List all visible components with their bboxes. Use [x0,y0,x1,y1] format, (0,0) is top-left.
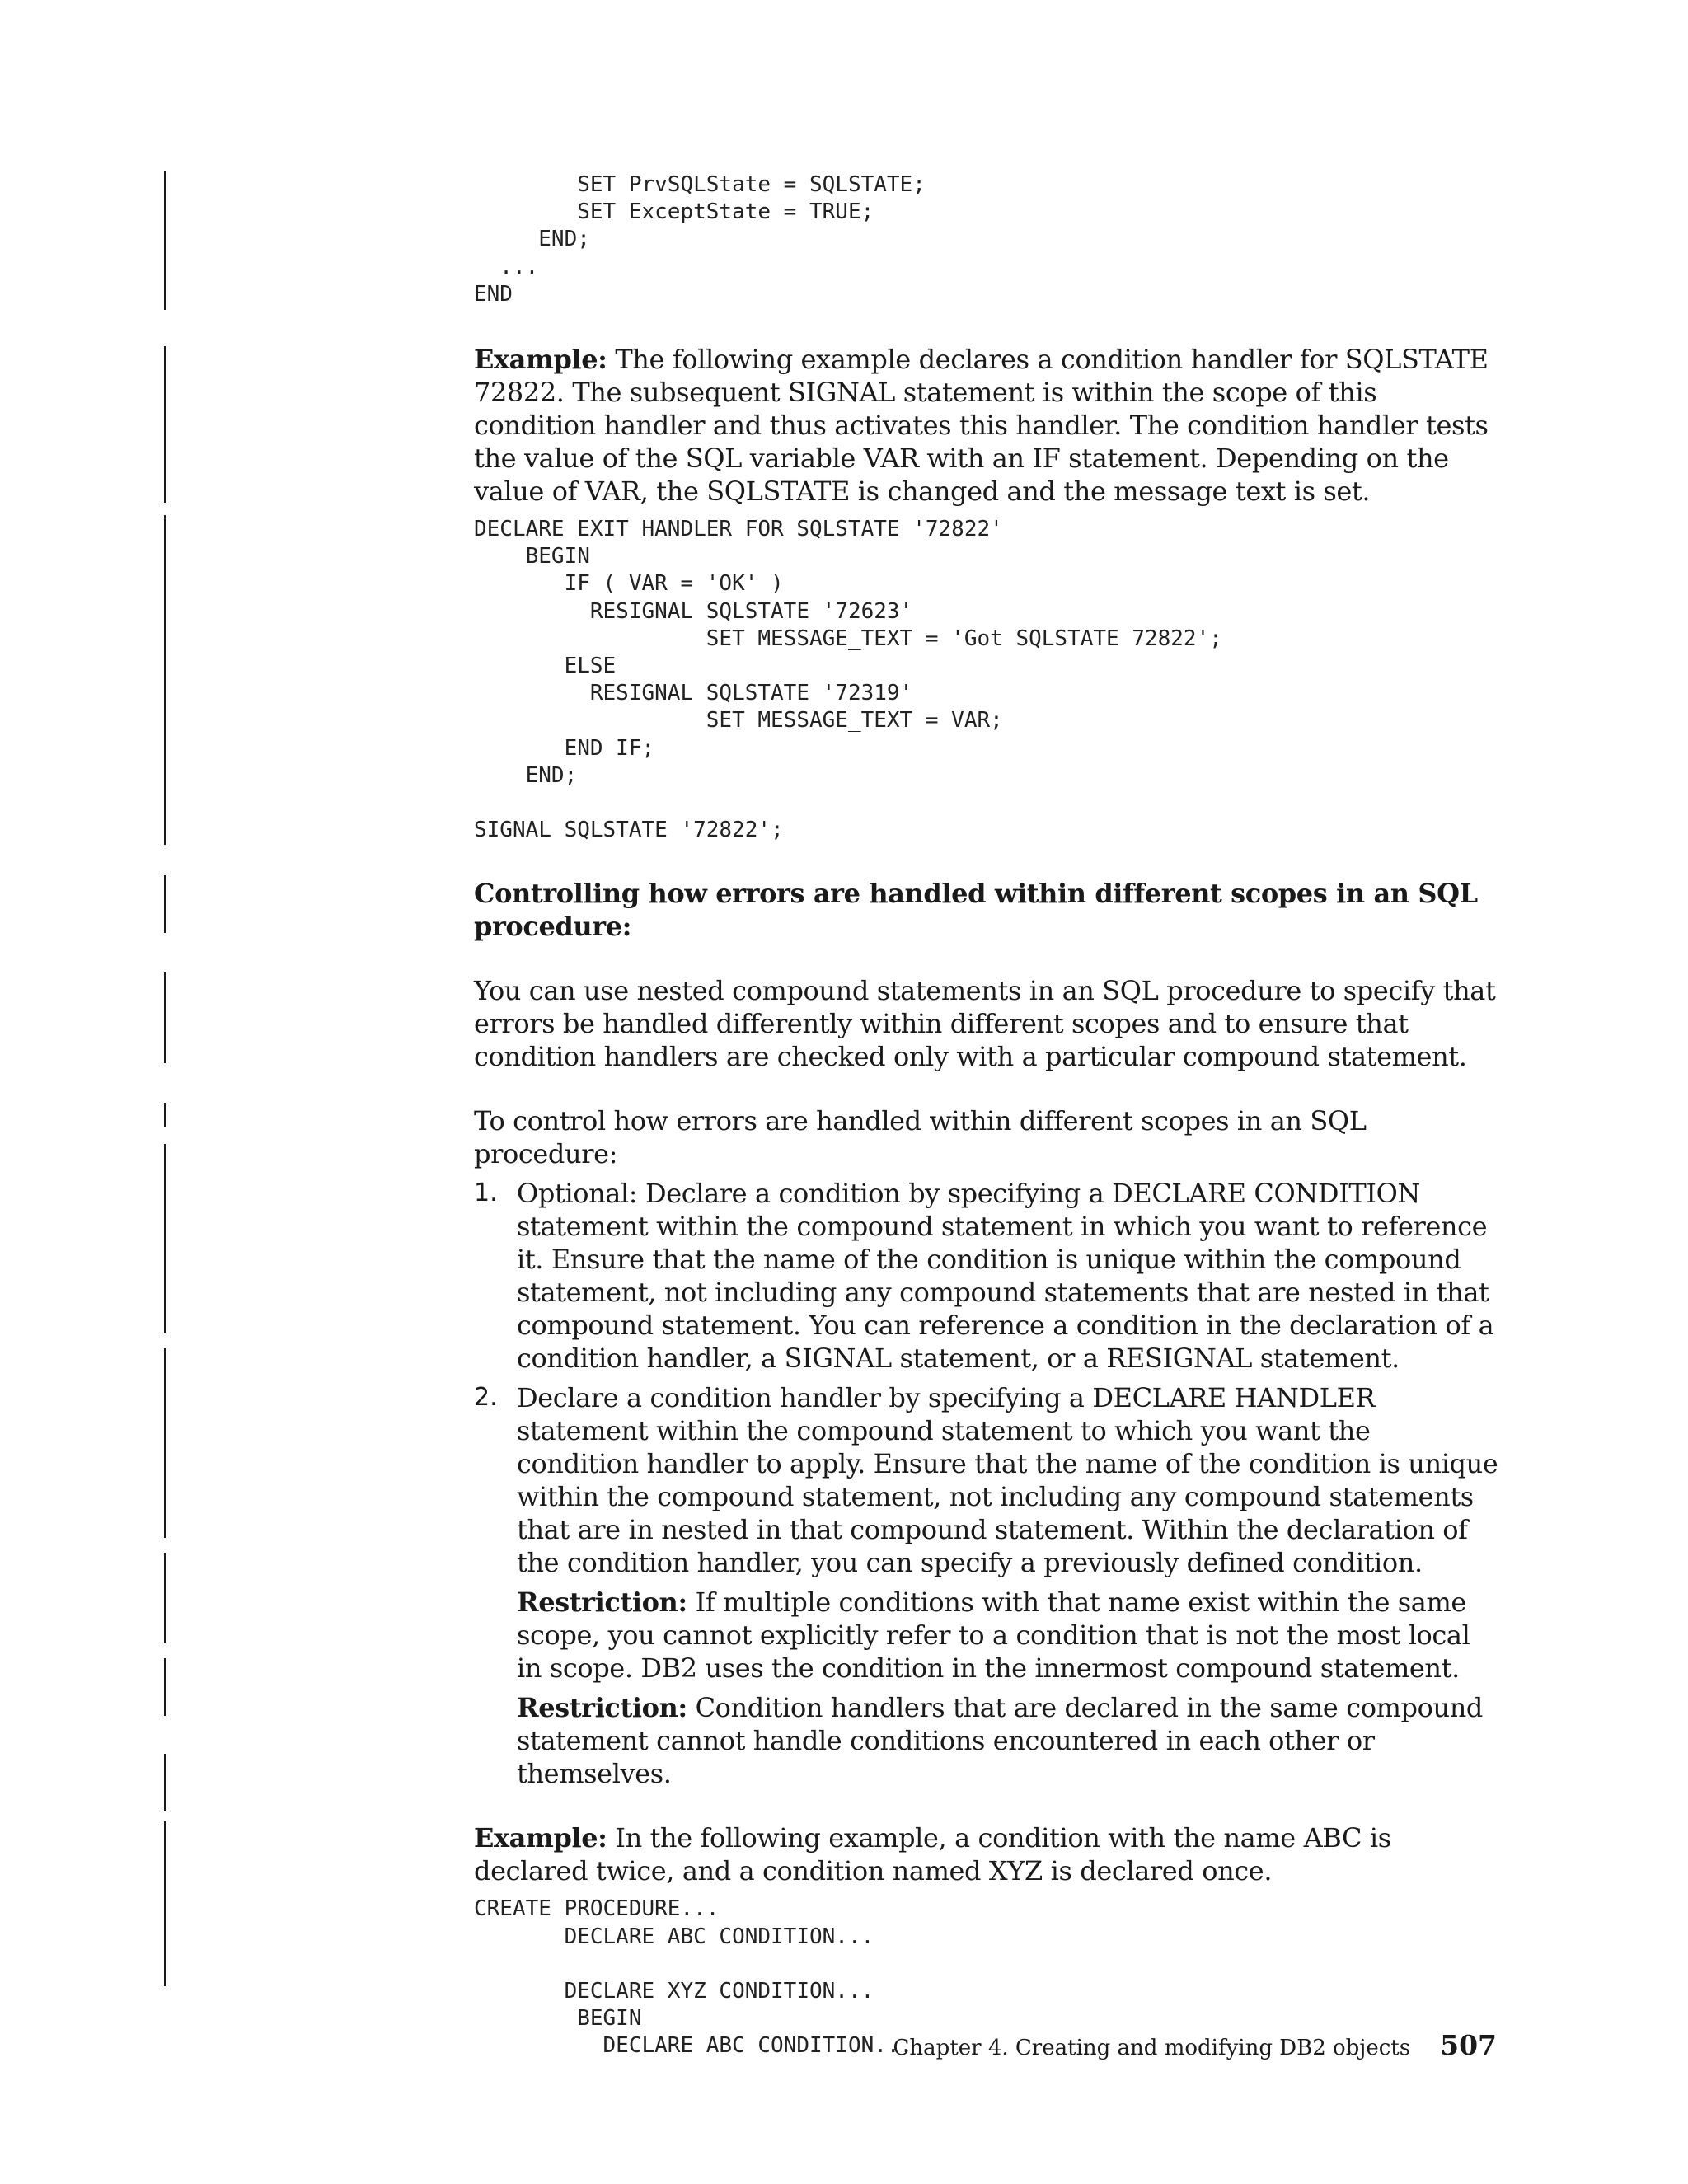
page-footer [893,2029,1497,2061]
steps-list [474,1177,1500,1790]
code-block-declare-exit-handler: DECLARE EXIT HANDLER FOR SQLSTATE '72822' BEGIN IF ( VAR = 'OK' ) RESIGNAL SQLSTATE '72623' SET MESSAGE_TEXT = 'Got SQLSTATE 72822'; ELSE RESIGNAL SQLSTATE '72319' SET MESSAGE_TEXT = VAR; END IF; END; SIGNAL SQLSTATE '72822'; [474,517,1222,843]
change-bar [164,1103,166,1127]
restriction-label: Restriction: [517,1586,687,1619]
step-number: 1. [474,1179,498,1208]
step-text: Optional: Declare a condition by specifying a DECLARE CONDITION statement within the compound statement in which you want to reference it. Ensure that the name of the condition is unique within the compound statement, not including any compound statements that are nested in that compound statement. You can reference a condition in the declaration of a condition handler, a SIGNAL statement, or a RESIGNAL statement. [517,1178,1494,1375]
restriction-text: Condition handlers that are declared in the same compound statement cannot handle conditions encountered in each other or themselves. [517,1692,1483,1790]
change-bar [164,515,166,845]
intro-paragraph: You can use nested compound statements in an SQL procedure to specify that errors be handled differently within different scopes and to ensure that condition handlers are checked only with a particular compound statement. [474,975,1496,1073]
change-bar [164,1553,166,1643]
code-block-handler-end: SET PrvSQLState = SQLSTATE; SET ExceptState = TRUE; END; ... END [474,172,926,307]
change-bar [164,1821,166,1986]
change-bar [164,1754,166,1811]
example-paragraph [474,1821,1500,1887]
change-bar [164,1658,166,1716]
code-block-create-procedure: CREATE PROCEDURE... DECLARE ABC CONDITION... DECLARE XYZ CONDITION... BEGIN DECLARE ABC CONDITION... [474,1896,913,2059]
page-content [474,171,1500,2060]
change-bar [164,171,166,310]
page-number: 507 [1440,2029,1497,2061]
restriction-note [517,1691,1500,1790]
restriction-note [517,1586,1500,1685]
step-text: Declare a condition handler by specifying a DECLARE HANDLER statement within the compound statement to which you want the condition handler to apply. Ensure that the name of the condition is unique within the compound statement, not including any compound statements that are in nested in that compound statement. Within the declaration of the condition handler, you can specify a previously defined condition. [517,1382,1498,1579]
task-intro: To control how errors are handled within different scopes in an SQL procedure: [474,1105,1367,1170]
restriction-label: Restriction: [517,1692,687,1724]
footer-chapter-title: Chapter 4. Creating and modifying DB2 objects [893,2036,1411,2060]
step-item [474,1177,1500,1375]
section-heading: Controlling how errors are handled within different scopes in an SQL procedure: [474,878,1478,943]
change-bar [164,1144,166,1333]
change-bar [164,346,166,503]
example-label: Example: [474,344,607,376]
example-paragraph [474,343,1500,508]
example-label: Example: [474,1822,607,1854]
change-bar [164,875,166,933]
restriction-text: If multiple conditions with that name exist within the same scope, you cannot explicitly refer to a condition that is not the most local in scope. DB2 uses the condition in the innermost compound statement. [517,1586,1470,1685]
example-text: In the following example, a condition with the name ABC is declared twice, and a condition named XYZ is declared once. [474,1822,1391,1887]
change-bar [164,1348,166,1538]
change-bar [164,972,166,1063]
example-text: The following example declares a condition handler for SQLSTATE 72822. The subsequent SIGNAL statement is within the scope of this condition handler and thus activates this handler. The condition handler tests the value of the SQL variable VAR with an IF statement. Depending on the value of VAR, the SQLSTATE is changed and the message text is set. [474,344,1489,508]
step-item [474,1381,1500,1790]
step-number: 2. [474,1383,498,1413]
